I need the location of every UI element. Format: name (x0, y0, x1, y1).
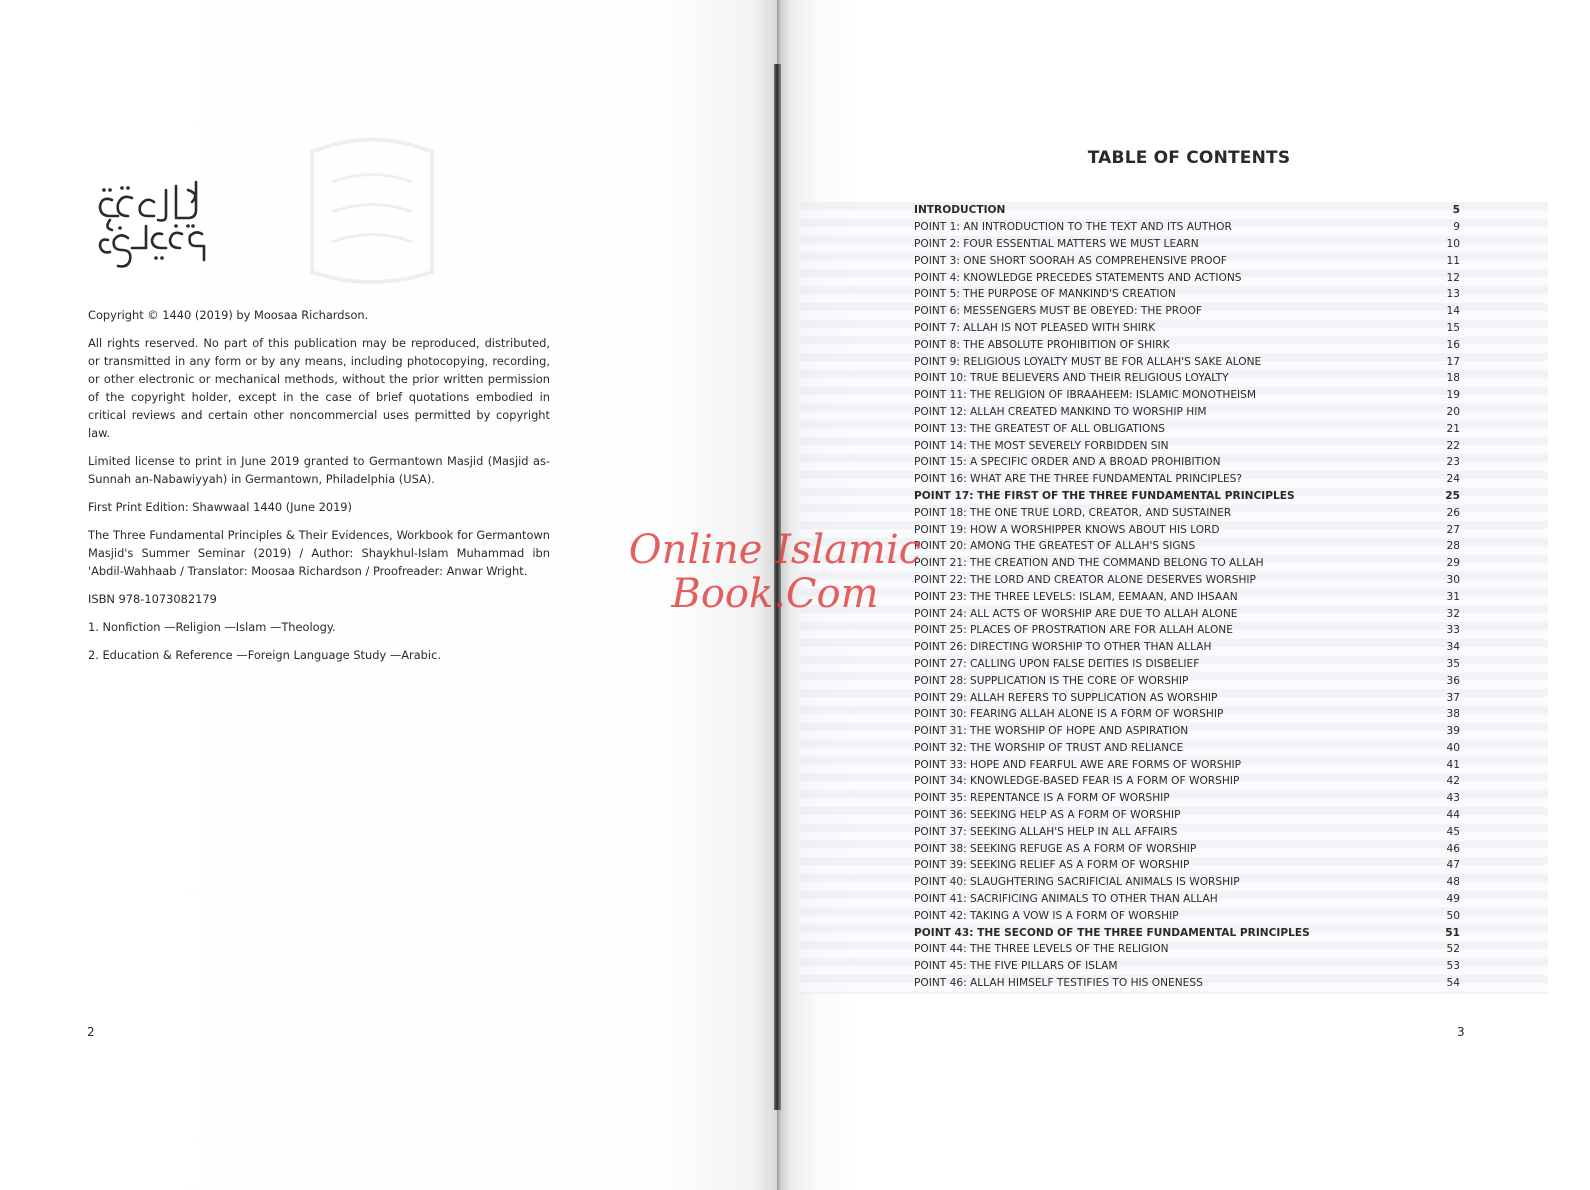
toc-entry-title: POINT 23: THE THREE LEVELS: ISLAM, EEMAAN, AND IHSAAN (914, 590, 1238, 603)
toc-entry-title: POINT 27: CALLING UPON FALSE DEITIES IS DISBELIEF (914, 657, 1200, 670)
toc-entry-title: POINT 17: THE FIRST OF THE THREE FUNDAMENTAL PRINCIPLES (914, 489, 1295, 502)
toc-entry[interactable] (914, 874, 1460, 891)
toc-entry-page: 46 (1446, 842, 1460, 855)
toc-entry[interactable] (914, 269, 1460, 286)
toc-entry-page: 26 (1446, 506, 1460, 519)
toc-entry-title: INTRODUCTION (914, 204, 1006, 217)
toc-entry-title: POINT 18: THE ONE TRUE LORD, CREATOR, AND SUSTAINER (914, 506, 1232, 519)
toc-entry-title: POINT 26: DIRECTING WORSHIP TO OTHER THAN ALLAH (914, 641, 1212, 654)
toc-entry-title: POINT 20: AMONG THE GREATEST OF ALLAH'S SIGNS (914, 540, 1196, 553)
toc-entry[interactable] (914, 437, 1460, 454)
toc-entry[interactable] (914, 891, 1460, 908)
toc-entry-title: POINT 4: KNOWLEDGE PRECEDES STATEMENTS AND ACTIONS (914, 271, 1242, 284)
toc-entry[interactable] (914, 639, 1460, 656)
toc-entry[interactable] (914, 924, 1460, 941)
toc-entry-page: 13 (1446, 288, 1460, 301)
toc-entry-title: POINT 7: ALLAH IS NOT PLEASED WITH SHIRK (914, 321, 1156, 334)
toc-entry-page: 30 (1446, 573, 1460, 586)
arabic-rights-calligraphy (92, 176, 212, 272)
toc-entry[interactable] (914, 202, 1460, 219)
toc-entry-page: 35 (1446, 657, 1460, 670)
toc-entry-page: 44 (1446, 809, 1460, 822)
toc-entry-page: 41 (1446, 758, 1460, 771)
toc-entry[interactable] (914, 672, 1460, 689)
toc-entry[interactable] (914, 857, 1460, 874)
toc-entry-title: POINT 21: THE CREATION AND THE COMMAND BELONG TO ALLAH (914, 557, 1264, 570)
toc-entry-page: 34 (1446, 641, 1460, 654)
toc-entry[interactable] (914, 941, 1460, 958)
toc-entry[interactable] (914, 387, 1460, 404)
toc-entry-page: 20 (1446, 405, 1460, 418)
toc-entry[interactable] (914, 588, 1460, 605)
toc-entry[interactable] (914, 823, 1460, 840)
toc-entry-page: 16 (1446, 338, 1460, 351)
toc-entry[interactable] (914, 840, 1460, 857)
toc-entry[interactable] (914, 252, 1460, 269)
toc-entry-title: POINT 35: REPENTANCE IS A FORM OF WORSHIP (914, 792, 1170, 805)
toc-entry-title: POINT 33: HOPE AND FEARFUL AWE ARE FORMS OF WORSHIP (914, 758, 1242, 771)
toc-entry-title: POINT 15: A SPECIFIC ORDER AND A BROAD PROHIBITION (914, 456, 1221, 469)
toc-entry-title: POINT 32: THE WORSHIP OF TRUST AND RELIANCE (914, 741, 1184, 754)
category-line-1: 1. Nonfiction —Religion —Islam —Theology. (88, 620, 336, 634)
toc-entry-page: 5 (1452, 204, 1460, 217)
category-line-2: 2. Education & Reference —Foreign Language Study —Arabic. (88, 648, 441, 662)
toc-entry-page: 45 (1446, 825, 1460, 838)
toc-entry-title: POINT 28: SUPPLICATION IS THE CORE OF WORSHIP (914, 674, 1189, 687)
toc-entry[interactable] (914, 454, 1460, 471)
toc-entry-page: 22 (1446, 439, 1460, 452)
toc-entry-title: POINT 16: WHAT ARE THE THREE FUNDAMENTAL PRINCIPLES? (914, 473, 1243, 486)
toc-entry[interactable] (914, 773, 1460, 790)
toc-entry-page: 47 (1446, 859, 1460, 872)
toc-entry-page: 49 (1446, 893, 1460, 906)
copyright-line: Copyright © 1440 (2019) by Moosaa Richardson. (88, 308, 369, 322)
toc-entry-page: 52 (1446, 943, 1460, 956)
copyright-page (0, 0, 777, 1190)
toc-entry-page: 40 (1446, 741, 1460, 754)
toc-entry[interactable] (914, 353, 1460, 370)
toc-entry[interactable] (914, 975, 1460, 992)
toc-entry-page: 42 (1446, 775, 1460, 788)
toc-entry-page: 53 (1446, 960, 1460, 973)
toc-entry-title: POINT 5: THE PURPOSE OF MANKIND'S CREATION (914, 288, 1176, 301)
toc-entry-title: POINT 31: THE WORSHIP OF HOPE AND ASPIRATION (914, 725, 1189, 738)
toc-entry-page: 21 (1446, 422, 1460, 435)
toc-entry-page: 43 (1446, 792, 1460, 805)
toc-entry-page: 31 (1446, 590, 1460, 603)
toc-entry-title: POINT 30: FEARING ALLAH ALONE IS A FORM OF WORSHIP (914, 708, 1224, 721)
license-paragraph: Limited license to print in June 2019 granted to Germantown Masjid (Masjid as-Sunnah an-Nabawiyyah) in Germantown, Philadelphia (USA). (88, 454, 550, 486)
toc-entry-title: POINT 41: SACRIFICING ANIMALS TO OTHER THAN ALLAH (914, 893, 1218, 906)
rights-paragraph: All rights reserved. No part of this publication may be reproduced, distributed, or transmitted in any form or by any means, including photocopying, recording, or other electronic or mechanical methods, without the prior written permission of the copyright holder, except in the case of brief quotations embodied in critical reviews and certain other noncommercial uses permitted by copyright law. (88, 336, 550, 440)
toc-entry[interactable] (914, 756, 1460, 773)
toc-entry-title: POINT 40: SLAUGHTERING SACRIFICIAL ANIMALS IS WORSHIP (914, 876, 1240, 889)
toc-entry-title: POINT 9: RELIGIOUS LOYALTY MUST BE FOR ALLAH'S SAKE ALONE (914, 355, 1262, 368)
toc-entry[interactable] (914, 538, 1460, 555)
edition-line: First Print Edition: Shawwaal 1440 (June 2019) (88, 500, 353, 514)
toc-entry-page: 36 (1446, 674, 1460, 687)
toc-entry[interactable] (914, 370, 1460, 387)
page-number-left: 2 (87, 1025, 95, 1039)
toc-entry[interactable] (914, 488, 1460, 505)
toc-entry-page: 33 (1446, 624, 1460, 637)
toc-entry-title: POINT 12: ALLAH CREATED MANKIND TO WORSHIP HIM (914, 405, 1207, 418)
toc-entry-page: 23 (1446, 456, 1460, 469)
toc-entry-title: POINT 44: THE THREE LEVELS OF THE RELIGION (914, 943, 1169, 956)
toc-entry-title: POINT 11: THE RELIGION OF IBRAAHEEM: ISLAMIC MONOTHEISM (914, 389, 1257, 402)
toc-list (914, 202, 1460, 991)
toc-entry-page: 27 (1446, 523, 1460, 536)
watermark-line-1: Online Islamic (628, 527, 922, 573)
toc-entry-title: POINT 24: ALL ACTS OF WORSHIP ARE DUE TO ALLAH ALONE (914, 607, 1238, 620)
copyright-text-block (88, 306, 550, 674)
toc-entry-page: 48 (1446, 876, 1460, 889)
toc-entry[interactable] (914, 286, 1460, 303)
toc-entry-title: POINT 37: SEEKING ALLAH'S HELP IN ALL AFFAIRS (914, 825, 1178, 838)
toc-entry-title: POINT 13: THE GREATEST OF ALL OBLIGATIONS (914, 422, 1166, 435)
toc-entry[interactable] (914, 807, 1460, 824)
toc-entry-page: 10 (1446, 237, 1460, 250)
toc-entry[interactable] (914, 723, 1460, 740)
toc-entry-page: 11 (1446, 254, 1460, 267)
toc-entry[interactable] (914, 504, 1460, 521)
toc-entry-page: 32 (1446, 607, 1460, 620)
toc-entry[interactable] (914, 420, 1460, 437)
toc-entry-page: 15 (1446, 321, 1460, 334)
page-number-right: 3 (1457, 1025, 1465, 1039)
toc-entry-page: 12 (1446, 271, 1460, 284)
show-through-ghost-image (292, 122, 452, 292)
toc-entry[interactable] (914, 706, 1460, 723)
toc-entry-title: POINT 22: THE LORD AND CREATOR ALONE DESERVES WORSHIP (914, 573, 1256, 586)
toc-heading: TABLE OF CONTENTS (1087, 148, 1291, 168)
toc-entry[interactable] (914, 958, 1460, 975)
toc-entry[interactable] (914, 303, 1460, 320)
toc-entry-page: 14 (1446, 305, 1460, 318)
toc-entry-page: 38 (1446, 708, 1460, 721)
toc-entry[interactable] (914, 740, 1460, 757)
toc-entry-page: 25 (1445, 489, 1460, 502)
toc-entry-title: POINT 42: TAKING A VOW IS A FORM OF WORSHIP (914, 909, 1179, 922)
toc-entry[interactable] (914, 622, 1460, 639)
toc-entry-title: POINT 8: THE ABSOLUTE PROHIBITION OF SHIRK (914, 338, 1170, 351)
toc-entry-title: POINT 6: MESSENGERS MUST BE OBEYED: THE PROOF (914, 305, 1202, 318)
toc-entry[interactable] (914, 320, 1460, 337)
toc-entry-page: 24 (1446, 473, 1460, 486)
toc-entry[interactable] (914, 572, 1460, 589)
toc-entry-title: POINT 45: THE FIVE PILLARS OF ISLAM (914, 960, 1118, 973)
toc-entry-title: POINT 29: ALLAH REFERS TO SUPPLICATION AS WORSHIP (914, 691, 1218, 704)
isbn-line: ISBN 978-1073082179 (88, 592, 217, 606)
toc-entry[interactable] (914, 236, 1460, 253)
toc-entry[interactable] (914, 555, 1460, 572)
toc-entry-title: POINT 34: KNOWLEDGE-BASED FEAR IS A FORM OF WORSHIP (914, 775, 1240, 788)
toc-entry[interactable] (914, 605, 1460, 622)
toc-entry-page: 17 (1446, 355, 1460, 368)
toc-entry-page: 37 (1446, 691, 1460, 704)
watermark-line-2: Book.Com (671, 571, 879, 617)
toc-entry-title: POINT 10: TRUE BELIEVERS AND THEIR RELIGIOUS LOYALTY (914, 372, 1229, 385)
toc-entry[interactable] (914, 790, 1460, 807)
toc-entry-page: 9 (1453, 221, 1460, 234)
toc-entry-title: POINT 3: ONE SHORT SOORAH AS COMPREHENSIVE PROOF (914, 254, 1227, 267)
toc-entry-title: POINT 25: PLACES OF PROSTRATION ARE FOR ALLAH ALONE (914, 624, 1233, 637)
toc-entry-page: 50 (1446, 909, 1460, 922)
toc-entry-title: POINT 14: THE MOST SEVERELY FORBIDDEN SIN (914, 439, 1169, 452)
toc-entry[interactable] (914, 907, 1460, 924)
toc-entry-page: 28 (1446, 540, 1460, 553)
toc-entry-title: POINT 36: SEEKING HELP AS A FORM OF WORSHIP (914, 809, 1181, 822)
toc-entry-page: 19 (1446, 389, 1460, 402)
toc-entry-title: POINT 19: HOW A WORSHIPPER KNOWS ABOUT HIS LORD (914, 523, 1220, 536)
toc-entry-title: POINT 39: SEEKING RELIEF AS A FORM OF WORSHIP (914, 859, 1190, 872)
book-gutter (774, 64, 781, 1110)
toc-entry-title: POINT 46: ALLAH HIMSELF TESTIFIES TO HIS ONENESS (914, 977, 1203, 990)
toc-entry-title: POINT 38: SEEKING REFUGE AS A FORM OF WORSHIP (914, 842, 1197, 855)
toc-entry[interactable] (914, 336, 1460, 353)
toc-entry[interactable] (914, 471, 1460, 488)
toc-entry[interactable] (914, 656, 1460, 673)
toc-entry-title: POINT 2: FOUR ESSENTIAL MATTERS WE MUST LEARN (914, 237, 1199, 250)
toc-entry[interactable] (914, 404, 1460, 421)
title-paragraph: The Three Fundamental Principles & Their Evidences, Workbook for Germantown Masjid's Summer Seminar (2019) / Author: Shaykhul-Islam Muhammad ibn 'Abdil-Wahhaab / Translator: Moosaa Richardson / Proofreader: Anwar Wright. (88, 528, 550, 578)
toc-entry-page: 54 (1446, 977, 1460, 990)
toc-entry-page: 39 (1446, 725, 1460, 738)
toc-entry[interactable] (914, 219, 1460, 236)
toc-entry[interactable] (914, 689, 1460, 706)
toc-entry-title: POINT 1: AN INTRODUCTION TO THE TEXT AND ITS AUTHOR (914, 221, 1232, 234)
toc-entry-page: 18 (1446, 372, 1460, 385)
toc-entry-page: 51 (1445, 926, 1460, 939)
toc-entry-title: POINT 43: THE SECOND OF THE THREE FUNDAMENTAL PRINCIPLES (914, 926, 1310, 939)
toc-entry[interactable] (914, 521, 1460, 538)
toc-entry-page: 29 (1446, 557, 1460, 570)
